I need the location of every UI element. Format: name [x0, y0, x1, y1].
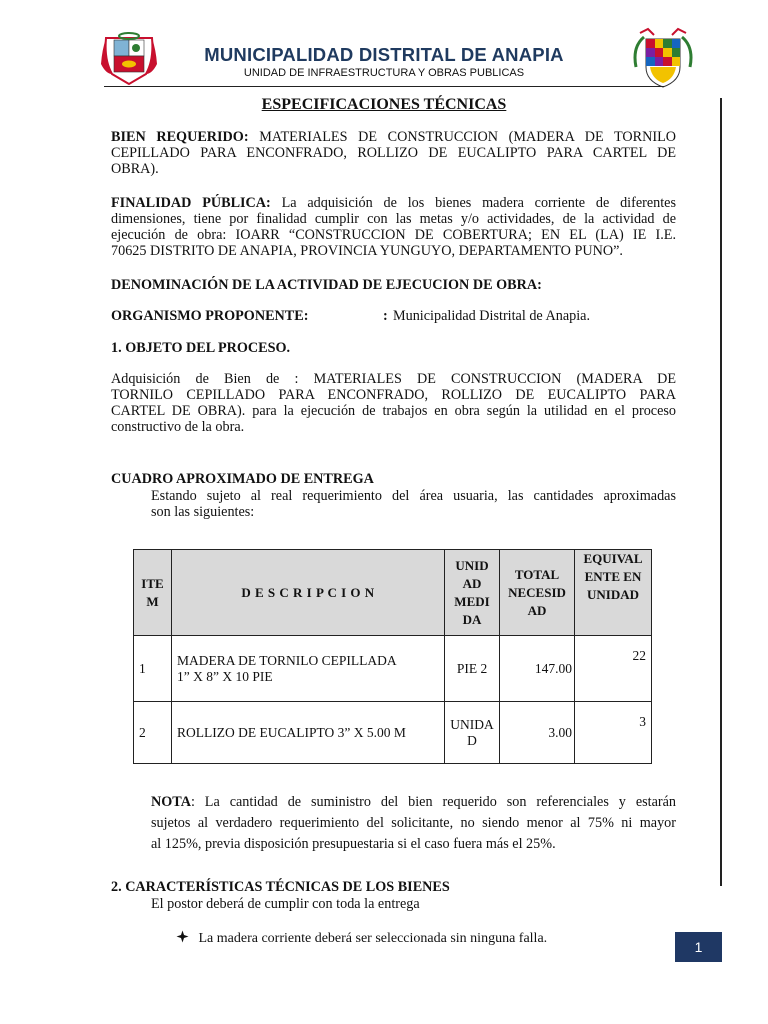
bien-requerido [111, 129, 676, 177]
organismo-colon: : [383, 308, 388, 324]
nota-text-line: sujetos al verdadero requerimiento del solicitante, no siendo menor al 75% ni mayor [151, 815, 676, 831]
cell-unidad: UNIDA D [445, 702, 500, 764]
organismo-value: Municipalidad Distrital de Anapia. [393, 308, 591, 324]
objeto-paragraph [111, 371, 676, 435]
cell-item: 2 [134, 702, 172, 764]
bien-text-line: CEPILLADO PARA ENCONFRADO, ROLLIZO DE EUCALIPTO PARA CARTEL DE [111, 145, 676, 161]
cuadro-text-line: son las siguientes: [151, 504, 255, 520]
bien-text-line: OBRA). [111, 161, 159, 177]
finalidad-publica [111, 195, 676, 259]
denominacion-heading: DENOMINACIÓN DE LA ACTIVIDAD DE EJECUCION DE OBRA: [111, 277, 542, 293]
table-row [134, 636, 652, 702]
cell-descripcion: ROLLIZO DE EUCALIPTO 3” X 5.00 M [172, 702, 445, 764]
right-margin-rule [720, 98, 722, 886]
cell-equivalente: 3 [575, 702, 652, 764]
cell-total: 3.00 [500, 702, 575, 764]
finalidad-text-line: ejecución de obra: IOARR “CONSTRUCCION DE COBERTURA; EN EL (LA) IE I.E. [111, 227, 676, 243]
unit-name: UNIDAD DE INFRAESTRUCTURA Y OBRAS PUBLICAS [243, 67, 525, 79]
cell-total: 147.00 [500, 636, 575, 702]
cell-equivalente: 22 [575, 636, 652, 702]
nota-paragraph [151, 792, 676, 855]
section-2-heading: 2. CARACTERÍSTICAS TÉCNICAS DE LOS BIENES [111, 879, 450, 895]
nota-label: NOTA [151, 794, 191, 810]
page-number: 1 [675, 932, 722, 962]
header-item: ITE M [134, 550, 172, 636]
anapia-emblem-icon [630, 27, 696, 91]
header-equivalente: EQUIVAL ENTE EN UNIDAD [575, 550, 652, 636]
finalidad-text-line: 70625 DISTRITO DE ANAPIA, PROVINCIA YUNGUYO, DEPARTAMENTO PUNO”. [111, 243, 623, 259]
objeto-text-line: constructivo de la obra. [111, 419, 245, 435]
header-unidad-medida: UNID AD MEDI DA [445, 550, 500, 636]
organismo-label: ORGANISMO PROPONENTE: [111, 308, 309, 324]
header-divider [104, 86, 664, 87]
finalidad-text-line: dimensiones, tiene por finalidad cumplir con las metas y/o actividades, de la actividad de [111, 211, 676, 227]
section-1-heading: 1. OBJETO DEL PROCESO. [111, 340, 291, 356]
header-descripcion: D E S C R I P C I O N [172, 550, 445, 636]
delivery-table [133, 549, 652, 764]
organismo-proponente [111, 308, 676, 324]
bien-label: BIEN REQUERIDO: [111, 129, 249, 145]
cell-item: 1 [134, 636, 172, 702]
bullet-item [176, 930, 547, 947]
document-title: ESPECIFICACIONES TÉCNICAS [261, 96, 507, 113]
table-row [134, 702, 652, 764]
organization-name: MUNICIPALIDAD DISTRITAL DE ANAPIA [204, 44, 564, 65]
cell-unidad: PIE 2 [445, 636, 500, 702]
table-header-row [134, 550, 652, 636]
objeto-text-line: CARTEL DE OBRA). para la ejecución de trabajos en obra según la utilidad en el proceso [111, 403, 676, 419]
cuadro-text-line: Estando sujeto al real requerimiento del área usuaria, las cantidades aproximadas [151, 488, 676, 504]
cuadro-heading: CUADRO APROXIMADO DE ENTREGA [111, 471, 374, 487]
bullet-text: La madera corriente deberá ser seleccionada sin ninguna falla. [198, 931, 548, 946]
objeto-text-line: TORNILO CEPILLADO PARA ENCONFRADO, ROLLIZO DE EUCALIPTO PARA [111, 387, 676, 403]
cell-descripcion: MADERA DE TORNILO CEPILLADA 1” X 8” X 10 PIE [172, 636, 445, 702]
nota-text-line: al 125%, previa disposición presupuestaria si el caso fuera más el 25%. [151, 836, 556, 852]
cuadro-paragraph [151, 488, 676, 520]
finalidad-label: FINALIDAD PÚBLICA: [111, 195, 271, 211]
diamond-bullet-icon [176, 930, 189, 943]
objeto-text-line: Adquisición de Bien de : MATERIALES DE CONSTRUCCION (MADERA DE [111, 371, 676, 387]
bien-text-line: MATERIALES DE CONSTRUCCION (MADERA DE TORNILO [259, 129, 677, 145]
header-total-necesidad: TOTAL NECESID AD [500, 550, 575, 636]
nota-text-line: : La cantidad de suministro del bien requerido son referenciales y estarán [190, 794, 676, 810]
finalidad-text-line: La adquisición de los bienes madera corriente de diferentes [281, 195, 676, 211]
section-2-text: El postor deberá de cumplir con toda la entrega [151, 896, 420, 912]
